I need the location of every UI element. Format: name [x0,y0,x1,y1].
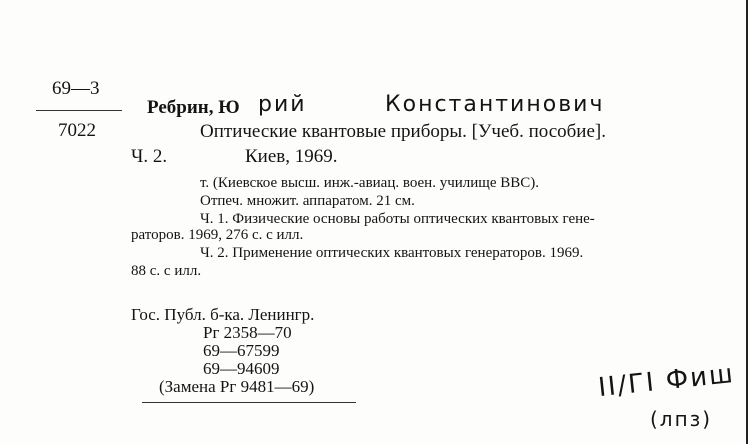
part1-line-b: раторов. 1969, 276 с. с илл. [131,227,304,243]
part1-line-a: Ч. 1. Физические основы работы оптических квантовых гене- [200,211,595,227]
part-line: Ч. 2. [131,146,168,167]
call-number-rule [36,110,122,111]
handwritten-annotation: II/ГI Фиш [596,358,737,404]
holding-number: Рг 2358—70 [203,323,292,342]
holdings-rule [142,402,356,403]
handwritten-annotation-code: (лпз) [650,407,713,431]
publisher-line: т. (Киевское высш. инж.-авиац. воен. училище ВВС). [200,175,540,191]
part2-line-a: Ч. 2. Применение оптических квантовых генераторов. 1969. [200,245,584,261]
library-name: Гос. Публ. б-ка. Ленингр. [131,305,315,324]
author-handwritten-patronymic: Константинович [385,92,605,117]
author-handwritten-given-name: рий [258,92,307,117]
card-edge [746,0,748,444]
holding-number: 69—67599 [203,341,280,360]
part2-line-b: 88 с. с илл. [131,263,202,279]
replacement-note: (Замена Рг 9481—69) [159,377,315,396]
inventory-number: 7022 [58,120,96,141]
place-year: Киев, 1969. [245,146,338,167]
title-line: Оптические квантовые приборы. [Учеб. пособие]. [200,121,606,142]
author-typed: Ребрин, Ю [147,97,240,118]
holding-number: 69—94609 [203,359,280,378]
format-line: Отпеч. множит. аппаратом. 21 см. [200,193,415,209]
shelf-number: 69—3 [52,78,100,99]
